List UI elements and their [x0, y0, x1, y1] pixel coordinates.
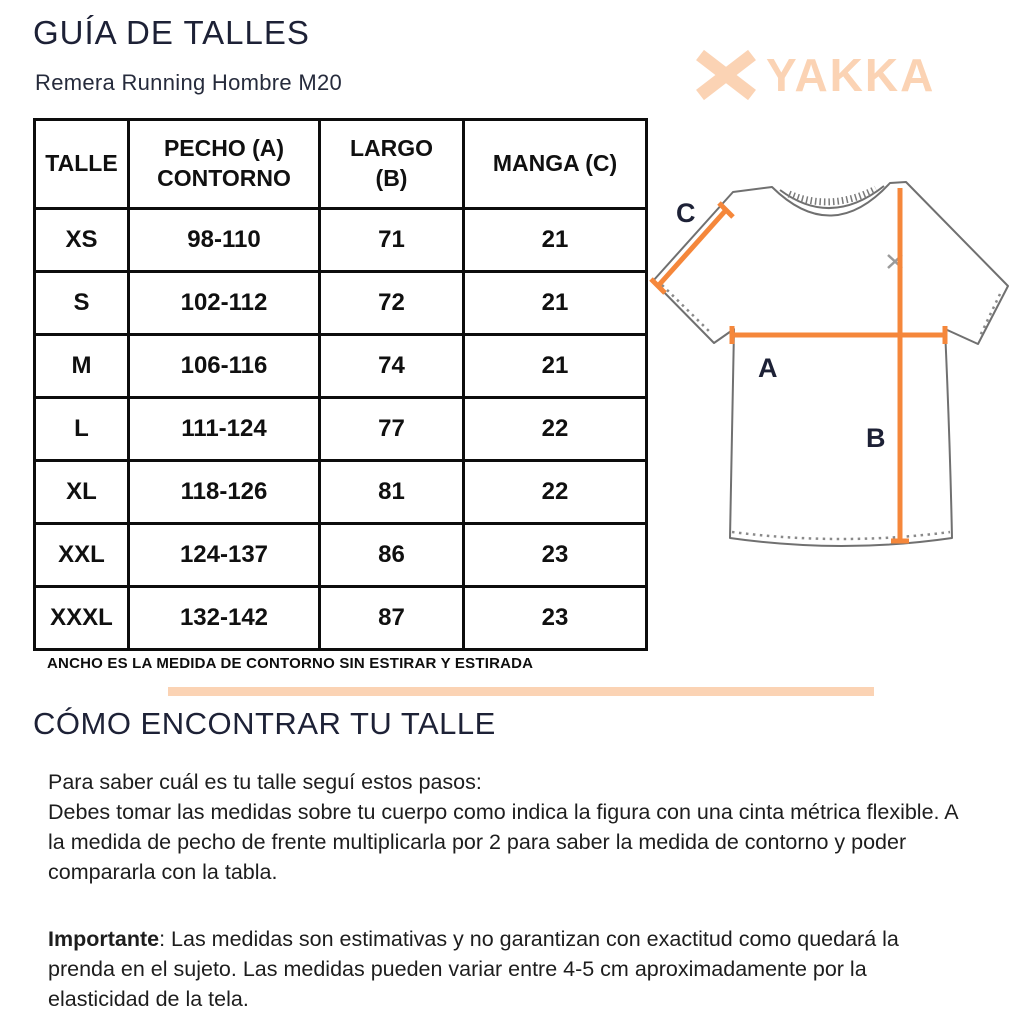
page-title: GUÍA DE TALLES: [33, 14, 310, 51]
table-row: [35, 524, 647, 587]
how-to-intro-line: Para saber cuál es tu talle seguí estos pasos:: [48, 770, 482, 794]
cell-largo: 87: [320, 587, 464, 650]
col-header-pecho-line2: CONTORNO: [157, 165, 291, 191]
cell-talle: XXL: [35, 524, 129, 587]
yakka-x-logo-icon: [700, 55, 752, 95]
yakka-logo-wordmark: YAKKA: [766, 49, 936, 101]
cell-manga: 22: [464, 461, 647, 524]
table-footnote: ANCHO ES LA MEDIDA DE CONTORNO SIN ESTIRAR Y ESTIRADA: [47, 655, 534, 672]
cell-largo: 74: [320, 335, 464, 398]
table-row: [35, 335, 647, 398]
cell-largo: 77: [320, 398, 464, 461]
size-table: [33, 118, 648, 651]
size-table-header-row: [35, 120, 647, 209]
important-note: [48, 924, 956, 1014]
cell-manga: 21: [464, 209, 647, 272]
how-to-instructions: [48, 767, 976, 887]
col-header-largo-line2: (B): [375, 165, 408, 191]
important-label: Importante: [48, 927, 160, 951]
tshirt-measurement-diagram: [650, 150, 1024, 580]
cell-largo: 86: [320, 524, 464, 587]
cell-manga: 22: [464, 398, 647, 461]
cell-pecho: 132-142: [129, 587, 320, 650]
cell-pecho: 98-110: [129, 209, 320, 272]
cell-talle: XXXL: [35, 587, 129, 650]
cell-pecho: 124-137: [129, 524, 320, 587]
col-header-manga: [464, 120, 647, 209]
col-header-talle-label: TALLE: [45, 150, 118, 177]
col-header-largo-line1: LARGO: [349, 135, 434, 162]
cell-largo: 71: [320, 209, 464, 272]
cell-pecho: 102-112: [129, 272, 320, 335]
table-row: [35, 209, 647, 272]
col-header-pecho: [129, 120, 320, 209]
tshirt-outline: [653, 182, 1008, 546]
diagram-label-a: A: [758, 353, 778, 383]
cell-talle: L: [35, 398, 129, 461]
cell-pecho: 118-126: [129, 461, 320, 524]
cell-talle: M: [35, 335, 129, 398]
col-header-manga-label: MANGA (C): [492, 150, 618, 177]
how-to-heading: CÓMO ENCONTRAR TU TALLE: [33, 706, 496, 741]
col-header-largo: [320, 120, 464, 209]
cell-manga: 23: [464, 587, 647, 650]
product-subtitle: Remera Running Hombre M20: [35, 70, 343, 95]
yakka-logo: [693, 44, 963, 106]
diagram-label-c: C: [676, 198, 696, 228]
cell-manga: 21: [464, 272, 647, 335]
cell-pecho: 111-124: [129, 398, 320, 461]
cell-largo: 72: [320, 272, 464, 335]
cell-talle: XS: [35, 209, 129, 272]
col-header-pecho-line1: PECHO (A): [163, 135, 285, 162]
table-row: [35, 587, 647, 650]
cell-manga: 23: [464, 524, 647, 587]
table-row: [35, 272, 647, 335]
cell-largo: 81: [320, 461, 464, 524]
cell-pecho: 106-116: [129, 335, 320, 398]
important-text: : Las medidas son estimativas y no garantizan con exactitud como quedará la prenda en el sujeto. Las medidas pueden variar entre 4-5 cm aproximadamente por la elasticidad de la tela.: [48, 927, 899, 1011]
table-row: [35, 461, 647, 524]
table-row: [35, 398, 647, 461]
col-header-talle: [35, 120, 129, 209]
diagram-label-b: B: [866, 423, 886, 453]
cell-manga: 21: [464, 335, 647, 398]
cell-talle: S: [35, 272, 129, 335]
how-to-paragraph: Debes tomar las medidas sobre tu cuerpo como indica la figura con una cinta métrica flexible. A la medida de pecho de frente multiplicarla por 2 para saber la medida de contorno y poder compararla con la tabla.: [48, 800, 958, 884]
section-divider-bar: [168, 687, 874, 696]
cell-talle: XL: [35, 461, 129, 524]
